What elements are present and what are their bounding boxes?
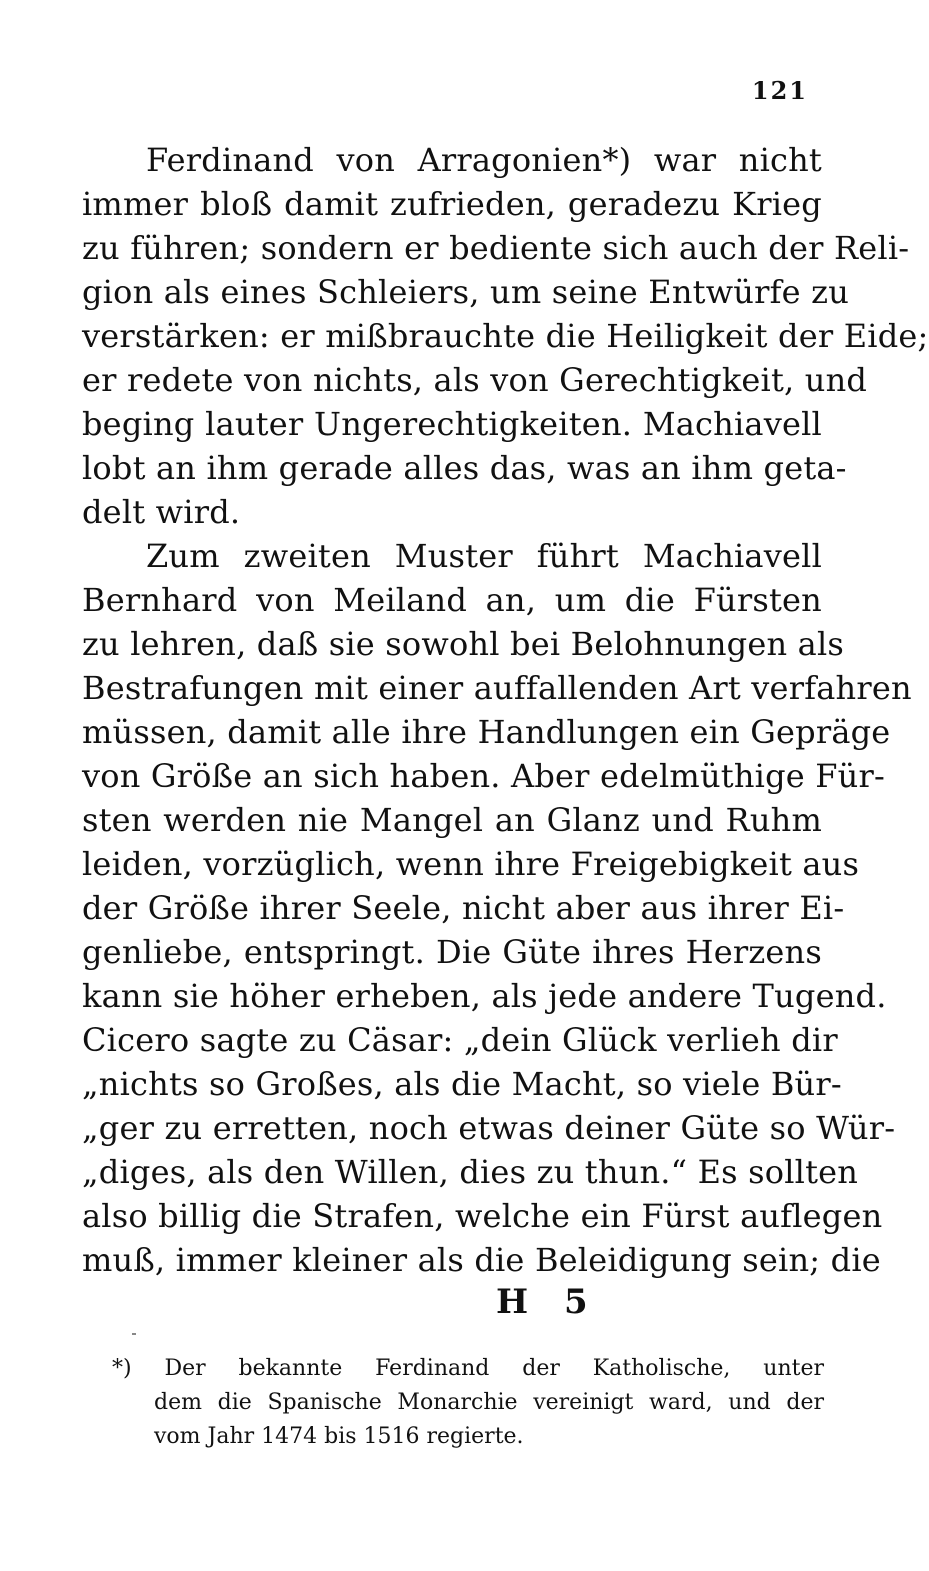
footnote-line: vom Jahr 1474 bis 1516 regierte. (154, 1424, 524, 1449)
signature-mark: H 5 (496, 1282, 600, 1322)
text-line: verstärken: er mißbrauchte die Heiligkeit der Eide; (82, 317, 929, 355)
text-line: zu lehren, daß sie sowohl bei Belohnungen als (82, 625, 844, 663)
text-line: Bernhard von Meiland an, um die Fürsten (82, 581, 822, 619)
text-line: „diges, als den Willen, dies zu thun.“ Es sollten (82, 1153, 859, 1191)
footnote-line: *) Der bekannte Ferdinand der Katholische, unter (112, 1356, 824, 1381)
text-line: Ferdinand von Arragonien*) war nicht (146, 141, 822, 179)
footnote (112, 1352, 824, 1454)
text-line: genliebe, entspringt. Die Güte ihres Herzens (82, 933, 822, 971)
text-line: zu führen; sondern er bediente sich auch der Reli- (82, 229, 910, 267)
text-line: delt wird. (82, 493, 241, 531)
text-line: immer bloß damit zufrieden, geradezu Krieg (82, 185, 822, 223)
text-line: er redete von nichts, als von Gerechtigkeit, und (82, 361, 868, 399)
text-line: beging lauter Ungerechtigkeiten. Machiavell (82, 405, 822, 443)
text-line: also billig die Strafen, welche ein Fürst auflegen (82, 1197, 883, 1235)
text-line: Zum zweiten Muster führt Machiavell (146, 537, 822, 575)
text-line: gion als eines Schleiers, um seine Entwürfe zu (82, 273, 850, 311)
text-line: der Größe ihrer Seele, nicht aber aus ihrer Ei- (82, 889, 845, 927)
text-line: muß, immer kleiner als die Beleidigung sein; die (82, 1241, 881, 1279)
footnote-divider (132, 1333, 136, 1335)
text-line: „ger zu erretten, noch etwas deiner Güte so Wür- (82, 1109, 896, 1147)
text-line: „nichts so Großes, als die Macht, so viele Bür- (82, 1065, 842, 1103)
text-line: Cicero sagte zu Cäsar: „dein Glück verlieh dir (82, 1021, 838, 1059)
text-line: müssen, damit alle ihre Handlungen ein Gepräge (82, 713, 891, 751)
body-text (82, 138, 929, 1282)
text-line: von Größe an sich haben. Aber edelmüthige Für- (82, 757, 885, 795)
text-line: Bestrafungen mit einer auffallenden Art verfahren (82, 669, 912, 707)
text-line: lobt an ihm gerade alles das, was an ihm geta- (82, 449, 847, 487)
text-line: kann sie höher erheben, als jede andere Tugend. (82, 977, 887, 1015)
footnote-line: dem die Spanische Monarchie vereinigt ward, und der (154, 1390, 824, 1415)
text-line: leiden, vorzüglich, wenn ihre Freigebigkeit aus (82, 845, 860, 883)
page-number: 121 (751, 76, 808, 105)
text-line: sten werden nie Mangel an Glanz und Ruhm (82, 801, 822, 839)
